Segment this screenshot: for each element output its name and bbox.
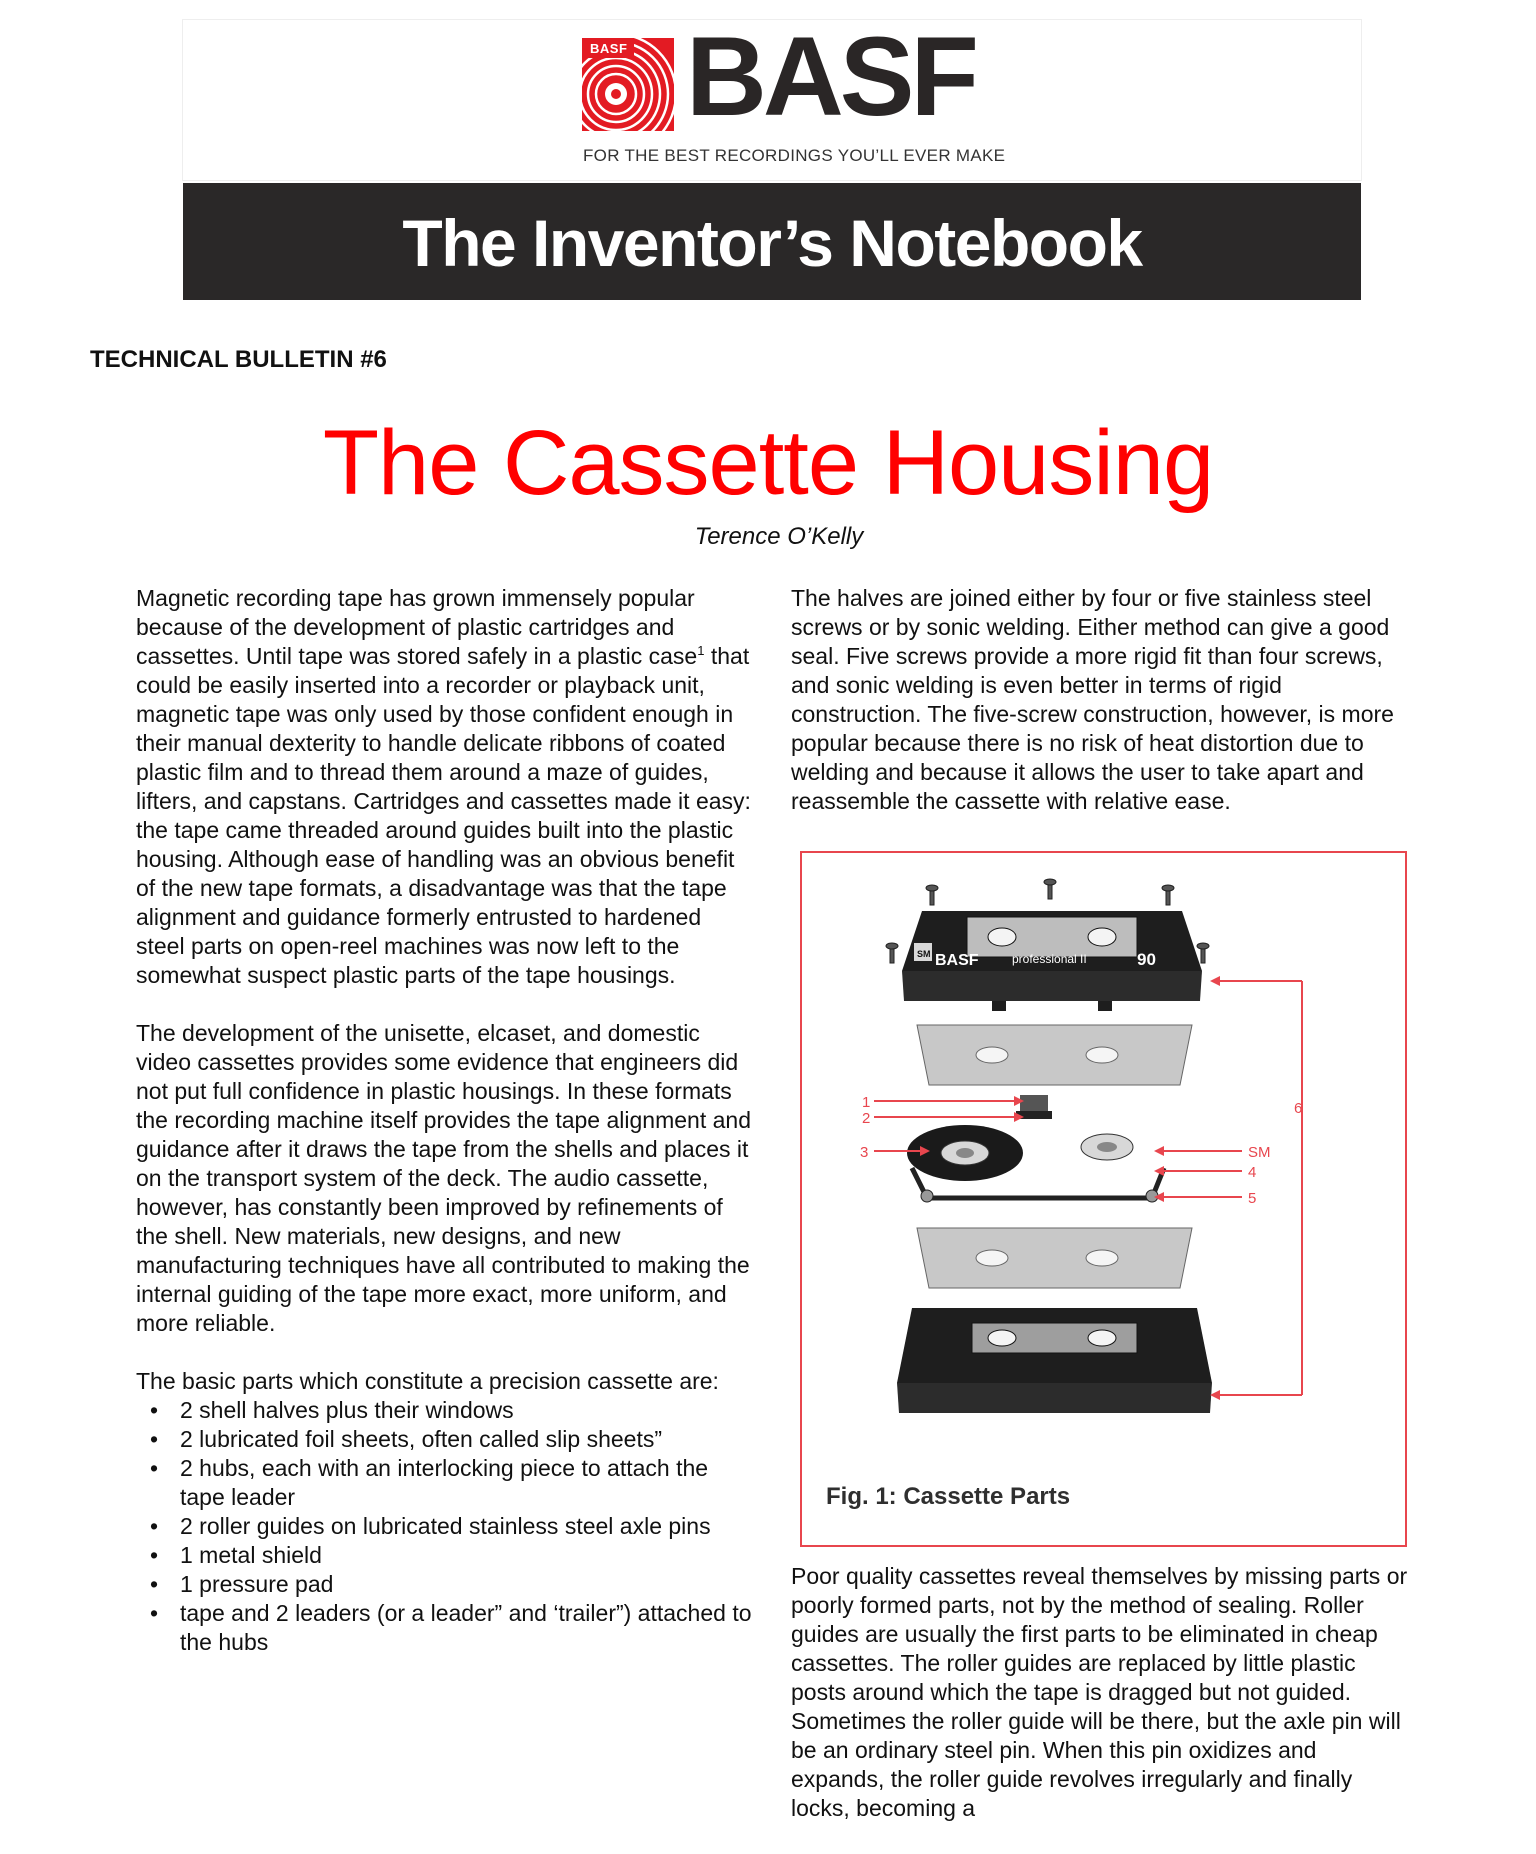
list-item: • 2 shell halves plus their windows <box>150 1397 514 1423</box>
footnote-marker[interactable]: 1 <box>697 643 705 658</box>
bulletin-number: TECHNICAL BULLETIN #6 <box>90 346 387 373</box>
paragraph-intro: Magnetic recording tape has grown immensely popular because of the development of plastic cartridges and cassettes. Until tape was stored safely in a plastic case$^1$ that could be easily inserted into a recorder or playback unit, magnetic tape was only used by those confident enough in their manual dexterity to handle delicate ribbons of coated plastic film and to thread them around a maze of guides, lifters, and capstans. Cartridges and cassettes made it easy: the tape came threaded around guides built into the plastic housing. Although ease of handling was an obvious benefit of the new tape formats, a disadvantage was that the tape alignment and guidance formerly entrusted to hardened steel parts on open-reel machines was now left to the somewhat suspect plastic parts of the tape housings. <box>136 585 751 988</box>
paragraph-parts-intro: The basic parts which constitute a precision cassette are: <box>136 1368 719 1394</box>
cassette-brand-text: BASF <box>935 952 979 969</box>
callout-label: 2 <box>862 1110 871 1127</box>
series-banner <box>183 183 1361 300</box>
paragraph-joining: The halves are joined either by four or five stainless steel screws or by sonic welding. Either method can give a good seal. Five screws provide a more rigid fit than four screws, and sonic welding is even better in terms of rigid construction. The five-screw construction, however, is more popular because there is no risk of heat distortion due to welding and because it allows the user to take apart and reassemble the cassette with relative ease. <box>791 585 1394 814</box>
cassette-model-text: professional II <box>1012 952 1087 966</box>
callout-label: 5 <box>1248 1190 1257 1207</box>
basf-logo-mark <box>582 38 674 131</box>
paragraph-development: The development of the unisette, elcaset, and domestic video cassettes provides some evidence that engineers did not put full confidence in plastic housings. In these formats the recording machine itself provides the tape alignment and guidance after it draws the tape from the shells and places it on the transport system of the deck. The audio cassette, however, has constantly been improved by refinements of the shell. New materials, new designs, and new manufacturing techniques have all contributed to making the internal guiding of the tape more exact, more uniform, and more reliable. <box>136 1020 751 1336</box>
left-column <box>136 584 756 1657</box>
tape-and-hubs <box>907 1125 1164 1202</box>
pressure-pad <box>1020 1095 1048 1111</box>
callout-label: 4 <box>1248 1164 1257 1181</box>
logo-small-text: BASF <box>590 41 628 56</box>
right-column-bottom <box>791 1562 1411 1823</box>
list-item: • 1 pressure pad <box>150 1571 334 1597</box>
list-item: • 2 hubs, each with an interlocking piece to attach the tape leader <box>150 1455 709 1510</box>
bottom-shell <box>897 1308 1212 1413</box>
series-title: The Inventor’s Notebook <box>402 206 1142 280</box>
list-item: • 2 roller guides on lubricated stainless steel axle pins <box>150 1513 711 1539</box>
callout-label: 1 <box>862 1094 871 1111</box>
parts-list <box>136 1396 756 1657</box>
list-item: • 1 metal shield <box>150 1542 322 1568</box>
cassette-length-text: 90 <box>1137 950 1156 969</box>
page-title: The Cassette Housing <box>322 412 1214 514</box>
right-column-top <box>791 584 1411 816</box>
top-shell <box>902 911 1202 1011</box>
callout-label: SM <box>1248 1144 1271 1161</box>
foil-sheet-lower <box>917 1228 1192 1288</box>
list-item: • 2 lubricated foil sheets, often called slip sheets” <box>150 1426 662 1452</box>
author-name: Terence O’Kelly <box>694 523 864 550</box>
figure-cassette-parts <box>800 851 1407 1547</box>
brand-tagline: FOR THE BEST RECORDINGS YOU’LL EVER MAKE <box>583 146 1006 165</box>
figure-caption: Fig. 1: Cassette Parts <box>826 1483 1071 1510</box>
basf-wordmark: BASF <box>686 14 975 139</box>
exploded-cassette-diagram <box>802 853 1409 1549</box>
foil-sheet-upper <box>917 1025 1192 1085</box>
cassette-sm-text: SM <box>917 949 931 959</box>
paragraph-poor-quality: Poor quality cassettes reveal themselves by missing parts or poorly formed parts, not by the method of sealing. Roller guides are usually the first parts to be eliminated in cheap cassettes. The roller guides are replaced by little plastic posts around which the tape is dragged but not guided. Sometimes the roller guide will be there, but the axle pin will be an ordinary steel pin. When this pin oxidizes and expands, the roller guide revolves irregularly and finally locks, becoming a <box>791 1563 1408 1821</box>
list-item: • tape and 2 leaders (or a leader” and ‘trailer”) attached to the hubs <box>150 1600 752 1655</box>
callout-label: 3 <box>860 1144 869 1161</box>
callout-label: 6 <box>1294 1100 1303 1117</box>
